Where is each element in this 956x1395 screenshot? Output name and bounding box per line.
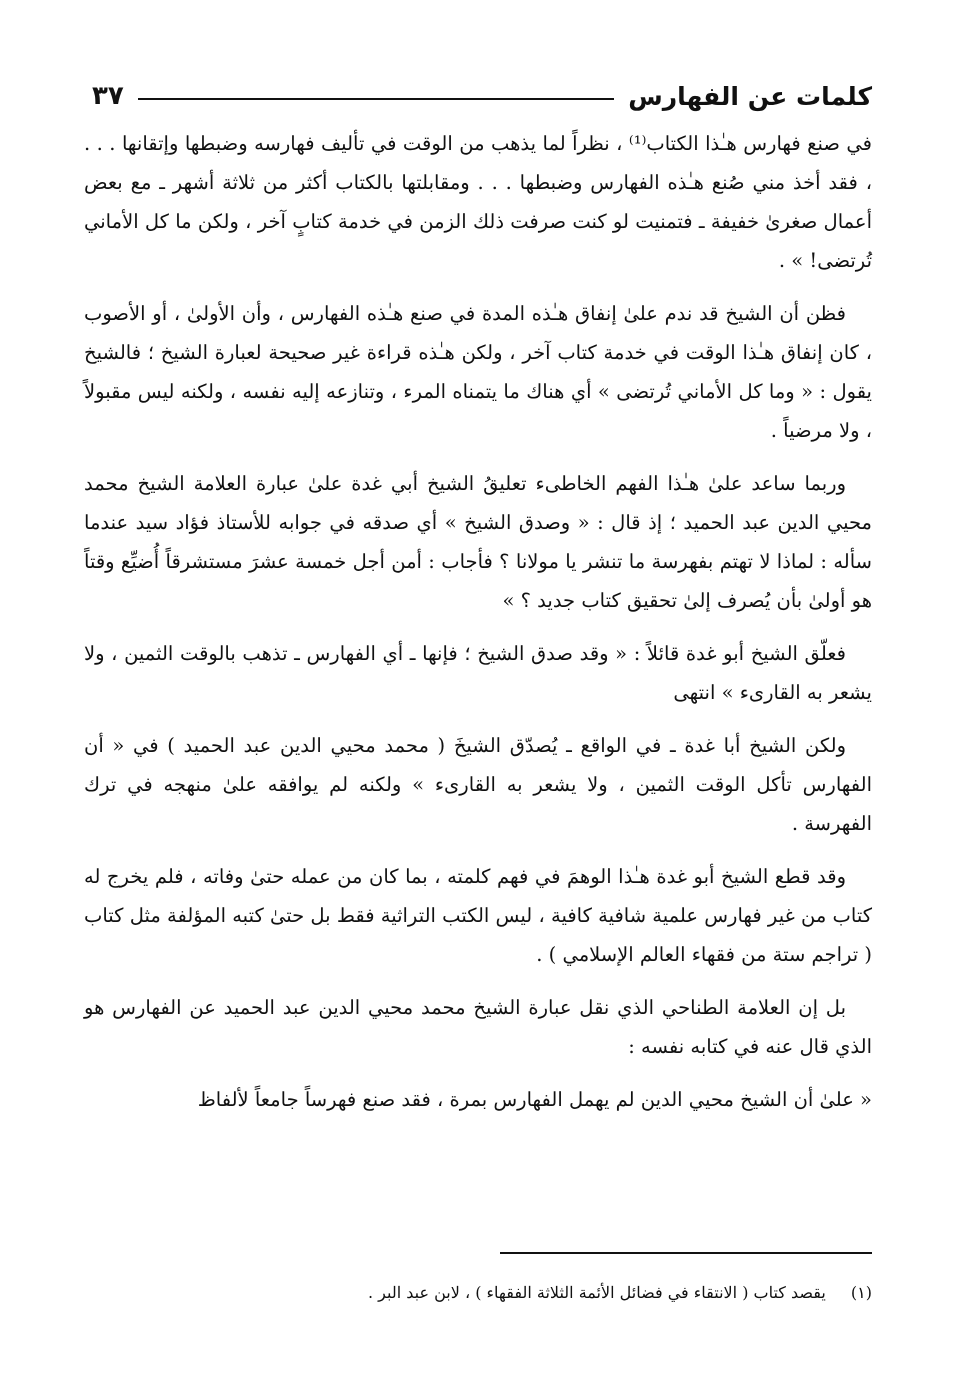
paragraph-3: وربما ساعد علىٰ هـٰذا الفهم الخاطىء تعليقُ الشيخ أبي غدة علىٰ عبارة العلامة الشيخ محمد محيي الدين عبد الحميد ؛ إذ قال : « وصدق الشيخ » أي صدقه في جوابه للأستاذ فؤاد سيد عندما سأله : لماذا لا تهتم بفهرسة ما تنشر يا مولانا ؟ فأجاب : أمن أجل خمسة عشرَ مستشرقاً أُضيِّع وقتاً هو أولىٰ بأن يُصرف إلىٰ تحقيق كتاب جديد ؟ »	[84, 472, 872, 612]
running-title: كلمات عن الفهارس	[628, 81, 872, 111]
body-text	[84, 124, 872, 1133]
paragraph-1: في صنع فهارس هـٰذا الكتاب⁽¹⁾ ، نظراً لما يذهب من الوقت في تأليف فهارسه وضبطها وإتقانها . . . ، فقد أخذ مني صُنع هـٰذه الفهارس وضبطها . . . ومقابلتها بالكتاب أكثر من ثلاثة أشهر ـ مع بعض أعمال صغرىٰ خفيفة ـ فتمنيت لو كنت صرفت ذلك الزمن في خدمة كتابٍ آخر ، ولكن ما كل الأماني تُرتضى! » .	[84, 132, 873, 272]
paragraph-2: فظن أن الشيخ قد ندم علىٰ إنفاق هـٰذه المدة في صنع هـٰذه الفهارس ، وأن الأولىٰ ، أو الأصوب ، كان إنفاق هـٰذا الوقت في خدمة كتاب آخر ، ولكن هـٰذه قراءة غير صحيحة لعبارة الشيخ ؛ فالشيخ يقول : « وما كل الأماني تُرتضى » أي هناك ما يتمناه المرء ، وتنازعه إليه نفسه ، ولكنه ليس مقبولاً ، ولا مرضياً .	[84, 302, 872, 442]
footnote-text: يقصد كتاب ( الانتقاء في فضائل الأئمة الثلاثة الفقهاء ) ، لابن عبد البر .	[368, 1283, 826, 1302]
paragraph-5: ولكن الشيخ أبا غدة ـ في الواقع ـ يُصدّق الشيخَ ( محمد محيي الدين عبد الحميد ) في « أن الفهارس تأكل الوقت الثمين ، ولا يشعر به القارىء » ولكنه لم يوافقه علىٰ منهجه في ترك الفهرسة .	[84, 734, 872, 835]
footnote-separator	[500, 1252, 872, 1254]
paragraph-6: وقد قطع الشيخ أبو غدة هـٰذا الوهمَ في فهم كلمته ، بما كان من عمله حتىٰ وفاته ، فلم يخرج له كتاب من غير فهارس علمية شافية كافية ، ليس الكتب التراثية فقط بل حتىٰ كتبه المؤلفة مثل كتاب ( تراجم ستة من فقهاء العالم الإسلامي ) .	[84, 865, 872, 966]
paragraph-7: بل إن العلامة الطناحي الذي نقل عبارة الشيخ محمد محيي الدين عبد الحميد عن الفهارس هو الذي قال عنه في كتابه نفسه :	[84, 996, 872, 1058]
paragraph-4: فعلّق الشيخ أبو غدة قائلاً : « وقد صدق الشيخ ؛ فإنها ـ أي الفهارس ـ تذهب بالوقت الثمين ، ولا يشعر به القارىء » انتهى	[84, 642, 872, 704]
page-header	[92, 74, 872, 118]
paragraph-8: « علىٰ أن الشيخ محيي الدين لم يهمل الفهارس بمرة ، فقد صنع فهرساً جامعاً لألفاظ	[197, 1088, 872, 1111]
header-rule	[138, 98, 615, 100]
footnote	[84, 1278, 872, 1308]
footnote-marker: (١)	[850, 1283, 872, 1302]
page-number: ٣٧	[92, 81, 124, 111]
